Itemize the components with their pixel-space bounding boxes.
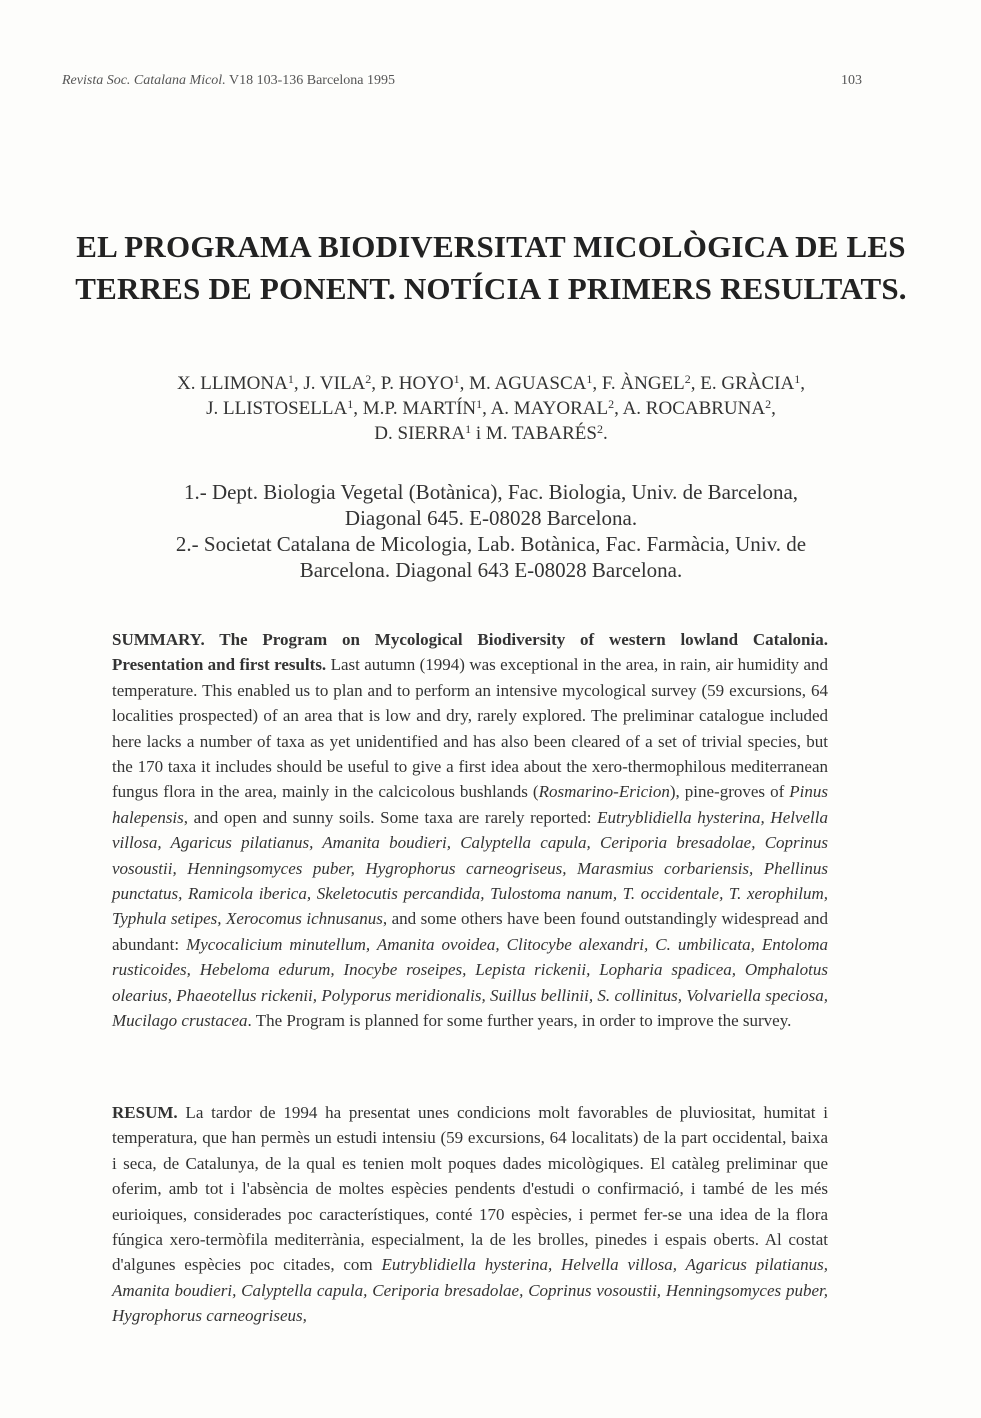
author-affil-mark: 1: [347, 397, 354, 411]
summary-taxa-rare: Eutryblidiella hysterina, Helvella villosa, Agaricus pilatianus, Amanita boudieri, Calyptella capula, Ceriporia bresadolae, Coprinus vosoustii, Henningsomyces puber, Hygrophorus carneogriseus, Marasmius corbariensis, Phellinus punctatus, Ramicola iberica, Skeletocutis percandida, Tulostoma nanum, T. occidentale, T. xerophilum, Typhula setipes, Xerocomus ichnusanus: [112, 807, 829, 929]
author-sep: i: [471, 423, 486, 444]
author-affil-mark: 2: [365, 372, 372, 386]
author-affil-mark: 1: [287, 372, 294, 386]
author-name: A. MAYORAL: [490, 398, 609, 419]
author-name: J. LLISTOSELLA: [206, 398, 348, 419]
author-sep: ,: [800, 373, 805, 394]
author-name: X. LLIMONA: [177, 373, 288, 394]
journal-name: Revista Soc. Catalana Micol.: [62, 73, 226, 88]
author-name: F. ÀNGEL: [601, 373, 685, 394]
resum-taxa: Eutryblidiella hysterina, Helvella villosa, Agaricus pilatianus, Amanita boudieri, Calyptella capula, Ceriporia bresadolae, Coprinus vosoustii, Henningsomyces puber, Hygrophorus carneogriseus,: [112, 1255, 828, 1326]
resum-paragraph: [112, 1100, 828, 1329]
author-affil-mark: 2: [684, 372, 691, 386]
author-name: M. TABARÉS: [485, 423, 597, 444]
summary-text: ), pine-groves of: [669, 782, 790, 802]
author-sep: ,: [690, 373, 701, 394]
author-sep: ,: [592, 373, 602, 394]
summary-text: . The Program is planned for some further years, in order to improve the survey.: [247, 1011, 792, 1031]
author-affil-mark: 1: [794, 372, 801, 386]
title-line-1: EL PROGRAMA BIODIVERSITAT MICOLÒGICA DE LES: [76, 229, 906, 264]
summary-label: SUMMARY. The Program on Mycological Biodiversity of western lowland Catalonia. Presentation and first results.: [112, 630, 828, 675]
resum-text: La tardor de 1994 ha presentat unes condicions molt favorables de pluviositat, humitat i temperatura, que han permès un estudi intensiu (59 excursions, 64 localitats) de la part occidental, baixa i seca, de Catalunya, de la qual es tenien molt poques dades micològiques. El catàleg preliminar que oferim, amb tot i l'absència de moltes espècies pendents d'estudi o confirmació, i també de les més eurioiques, considerades poc característiques, conté 170 espècies, i permet fer-se una idea de la flora fúngica xero-termòfila mediterrània, especialment, la de les brolles, pinedes i espais oberts. Al costat d'algunes espècies poc citades, com: [112, 1103, 828, 1275]
author-sep: .: [602, 423, 608, 444]
running-head: [62, 73, 862, 89]
affiliations: [60, 479, 922, 583]
summary-paragraph: [112, 627, 828, 1034]
summary-taxon: Rosmarino-Ericion: [538, 782, 670, 802]
page-number: 103: [841, 73, 862, 88]
author-affil-mark: 1: [586, 372, 593, 386]
author-affil-mark: 1: [453, 372, 460, 386]
author-name: D. SIERRA: [374, 423, 466, 444]
title-line-2: TERRES DE PONENT. NOTÍCIA I PRIMERS RESULTATS.: [75, 271, 907, 306]
author-list: [60, 371, 922, 446]
summary-taxa-abundant: Mycocalicium minutellum, Amanita ovoidea, Clitocybe alexandri, C. umbilicata, Entoloma rusticoides, Hebeloma edurum, Inocybe roseipes, Lepista rickenii, Lopharia spadicea, Omphalotus olearius, Phaeotellus rickenii, Polyporus meridionalis, Suillus bellinii, S. collinitus, Volvariella speciosa, Mucilago crustacea: [112, 934, 828, 1031]
author-sep: ,: [459, 373, 470, 394]
volume-pages: V18 103-136 Barcelona 1995: [228, 73, 395, 88]
author-sep: ,: [614, 398, 623, 419]
author-name: E. GRÀCIA: [700, 373, 795, 394]
affiliation-1-line-1: 1.- Dept. Biologia Vegetal (Botànica), Fac. Biologia, Univ. de Barcelona,: [183, 480, 799, 504]
summary-text: , and open and sunny soils. Some taxa are rarely reported:: [183, 807, 598, 827]
summary-taxon: Pinus halepensis: [112, 782, 828, 827]
author-name: A. ROCABRUNA: [622, 398, 766, 419]
author-affil-mark: 2: [608, 397, 615, 411]
author-affil-mark: 1: [465, 422, 472, 436]
author-affil-mark: 2: [596, 422, 603, 436]
author-sep: ,: [371, 373, 381, 394]
authors-line-1: [60, 371, 922, 396]
article-title: [60, 226, 922, 310]
author-name: M. AGUASCA: [469, 373, 587, 394]
authors-line-3: [60, 421, 922, 446]
author-name: P. HOYO: [380, 373, 454, 394]
authors-line-2: [60, 396, 922, 421]
affiliation-2-line-1: 2.- Societat Catalana de Micologia, Lab. Botànica, Fac. Farmàcia, Univ. de: [175, 532, 807, 556]
author-sep: ,: [293, 373, 304, 394]
author-sep: ,: [482, 398, 491, 419]
affiliation-2-line-2: Barcelona. Diagonal 643 E-08028 Barcelona.: [299, 558, 683, 582]
resum-label: RESUM.: [112, 1103, 178, 1122]
author-sep: ,: [353, 398, 363, 419]
author-affil-mark: 2: [765, 397, 772, 411]
author-sep: ,: [771, 398, 776, 419]
author-affil-mark: 1: [476, 397, 483, 411]
affiliation-1-line-2: Diagonal 645. E-08028 Barcelona.: [344, 506, 638, 530]
author-name: M.P. MARTÍN: [362, 398, 477, 419]
summary-text: , and some others have been found outstandingly widespread and abundant:: [112, 909, 828, 954]
author-name: J. VILA: [303, 373, 366, 394]
summary-text: Last autumn (1994) was exceptional in the area, in rain, air humidity and temperature. This enabled us to plan and to perform an intensive mycological survey (59 excursions, 64 localities prospected) of an area that is low and dry, rarely explored. The preliminar catalogue included here lacks a number of taxa as yet unidentified and has also been cleared of a set of trivial species, but the 170 taxa it includes should be useful to give a first idea about the xero-thermophilous mediterranean fungus flora in the area, mainly in the calcicolous bushlands (: [112, 655, 828, 802]
